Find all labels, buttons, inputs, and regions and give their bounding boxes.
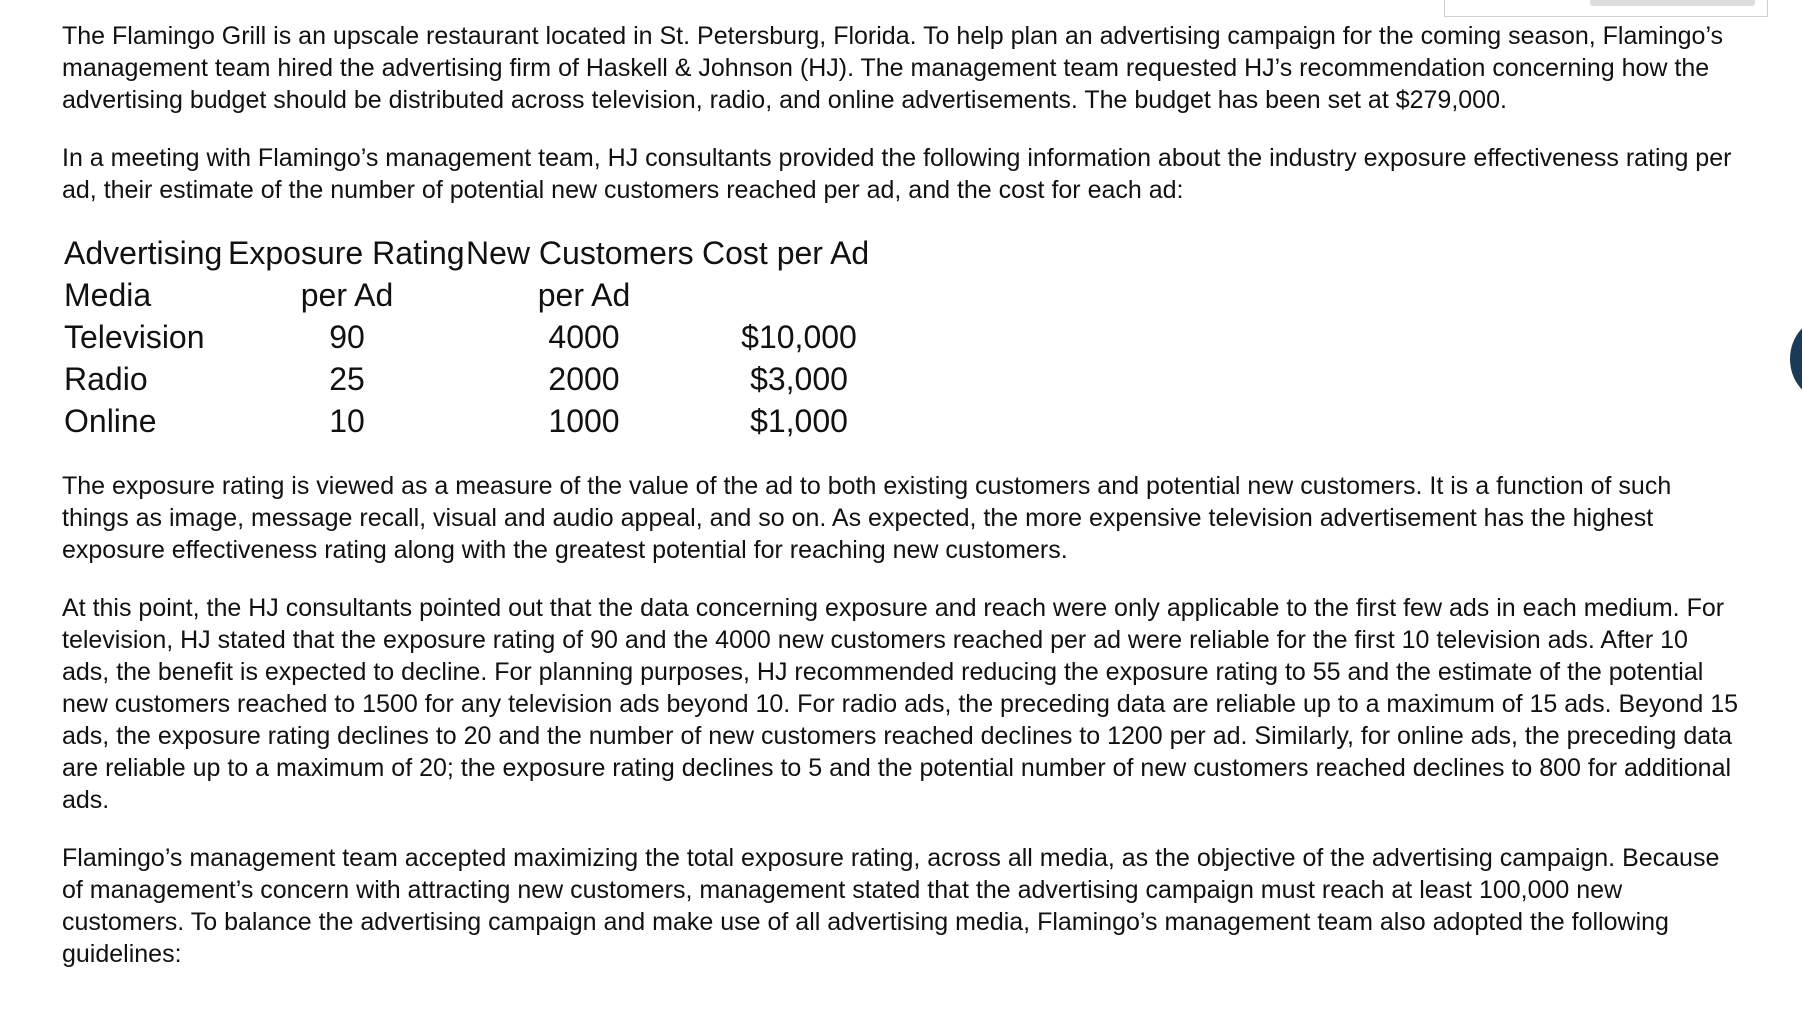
cell-media: Online <box>64 402 157 439</box>
header-advertising: Advertising <box>64 234 223 271</box>
paragraph-intro: The Flamingo Grill is an upscale restaurant located in St. Petersburg, Florida. To help plan an advertising campaign for the coming season, Flamingo’s management team hired the advertising firm of Haskell & Johnson (HJ). The management team requested HJ’s recommendation concerning how the advertising budget should be distributed across television, radio, and online advertisements. The budget has been set at $279,000. <box>62 22 1724 114</box>
table-row <box>64 400 896 442</box>
header-per-ad-exposure: per Ad <box>300 276 394 313</box>
document-body <box>62 20 1742 996</box>
cell-cost: $10,000 <box>741 318 857 355</box>
header-media: Media <box>64 276 152 313</box>
cell-cost: $3,000 <box>750 360 848 397</box>
advertising-media-table <box>64 232 896 442</box>
table-row <box>64 316 896 358</box>
table-row <box>64 358 896 400</box>
cell-cost: $1,000 <box>750 402 848 439</box>
cell-exposure: 25 <box>329 360 365 397</box>
header-exposure-rating: Exposure Rating <box>228 234 465 271</box>
scroll-indicator <box>1590 0 1755 6</box>
header-cost-per-ad: Cost per Ad <box>702 234 870 271</box>
paragraph-exposure: The exposure rating is viewed as a measure of the value of the ad to both existing customers and potential new customers. It is a function of such things as image, message recall, visual and audio appeal, and so on. As expected, the more expensive television advertisement has the highest exposure effectiveness rating along with the greatest potential for reaching new customers. <box>62 472 1672 564</box>
cell-customers: 1000 <box>548 402 620 439</box>
paragraph-consultants: At this point, the HJ consultants pointed out that the data concerning exposure and reach were only applicable to the first few ads in each medium. For television, HJ stated that the exposure rating of 90 and the 4000 new customers reached per ad were reliable for the first 10 television ads. After 10 ads, the benefit is expected to decline. For planning purposes, HJ recommended reducing the exposure rating to 55 and the estimate of the potential new customers reached to 1500 for any television ads beyond 10. For radio ads, the preceding data are reliable up to a maximum of 15 ads. Beyond 15 ads, the exposure rating declines to 20 and the number of new customers reached declines to 1200 per ad. Similarly, for online ads, the preceding data are reliable up to a maximum of 20; the exposure rating declines to 5 and the potential number of new customers reached declines to 800 for additional ads. <box>62 594 1739 814</box>
floating-action-button[interactable] <box>1790 318 1802 400</box>
header-per-ad-customers: per Ad <box>537 276 631 313</box>
cell-customers: 2000 <box>548 360 620 397</box>
cell-media: Television <box>64 318 205 355</box>
header-new-customers: New Customers <box>466 234 694 271</box>
paragraph-guidelines: Flamingo’s management team accepted maximizing the total exposure rating, across all media, as the objective of the advertising campaign. Because of management’s concern with attracting new customers, management stated that the advertising campaign must reach at least 100,000 new customers. To balance the advertising campaign and make use of all advertising media, Flamingo’s management team also adopted the following guidelines: <box>62 844 1720 968</box>
header-blank <box>702 274 896 316</box>
cell-media: Radio <box>64 360 148 397</box>
cell-exposure: 10 <box>329 402 365 439</box>
table-header-row <box>64 232 896 274</box>
top-right-widget <box>1444 0 1768 17</box>
cell-exposure: 90 <box>329 318 365 355</box>
cell-customers: 4000 <box>548 318 620 355</box>
paragraph-meeting: In a meeting with Flamingo’s management team, HJ consultants provided the following information about the industry exposure effectiveness rating per ad, their estimate of the number of potential new customers reached per ad, and the cost for each ad: <box>62 144 1732 204</box>
table-header-row <box>64 274 896 316</box>
